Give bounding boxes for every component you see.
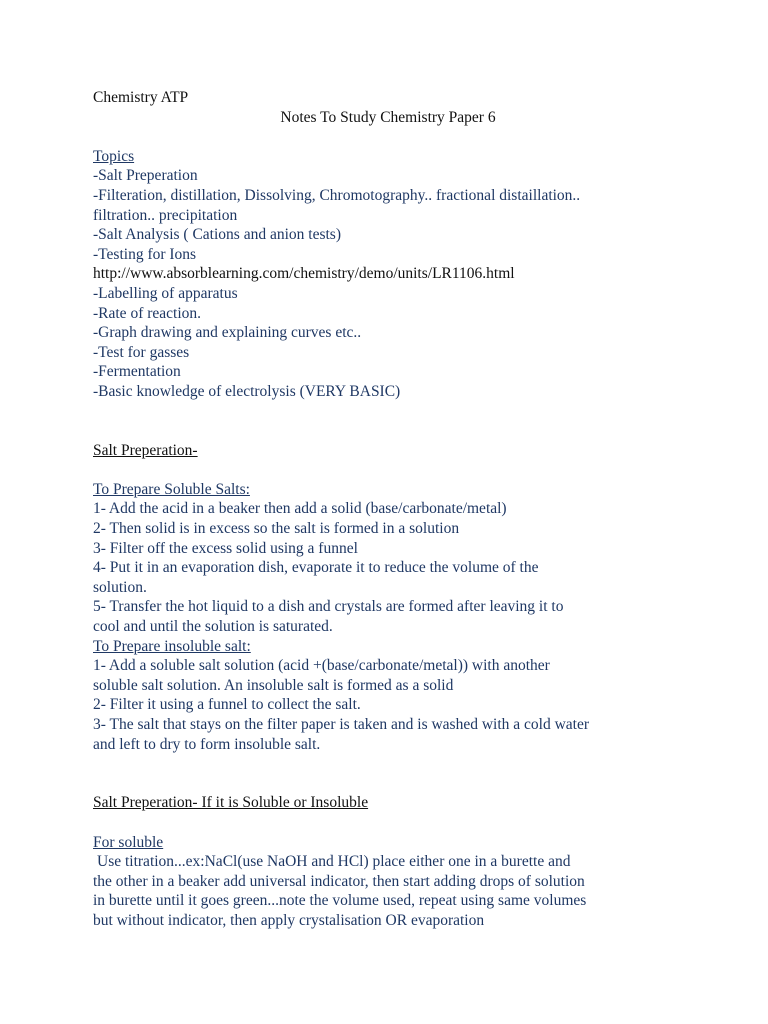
salt-preparation-heading: Salt Preperation-: [93, 441, 198, 459]
topic-line: -Salt Analysis ( Cations and anion tests): [93, 226, 341, 244]
spacer: [93, 774, 683, 794]
for-soluble-heading: For soluble: [93, 833, 164, 851]
step-line: cool and until the solution is saturated.: [93, 618, 333, 636]
step-line: 5- Transfer the hot liquid to a dish and crystals are formed after leaving it to: [93, 598, 564, 616]
step-line: and left to dry to form insoluble salt.: [93, 735, 321, 753]
topic-line: -Testing for Ions: [93, 245, 197, 263]
topic-line: -Labelling of apparatus: [93, 284, 238, 302]
step-line: 4- Put it in an evaporation dish, evaporate it to reduce the volume of the: [93, 559, 539, 577]
step-line: soluble salt solution. An insoluble salt is formed as a solid: [93, 676, 454, 694]
soluble-insoluble-heading: Salt Preperation- If it is Soluble or Insoluble: [93, 794, 369, 812]
topic-line: -Basic knowledge of electrolysis (VERY BASIC): [93, 382, 401, 400]
spacer: [93, 460, 683, 480]
document-title: Notes To Study Chemistry Paper 6: [280, 108, 496, 126]
document-label: Chemistry ATP: [93, 89, 189, 106]
spacer: [93, 402, 683, 422]
insoluble-salt-heading: To Prepare insoluble salt:: [93, 637, 251, 655]
topic-line: -Filteration, distillation, Dissolving, Chromotography.. fractional distaillation..: [93, 186, 581, 204]
topic-line: -Rate of reaction.: [93, 304, 202, 322]
topics-heading: Topics: [93, 147, 135, 165]
topic-line: -Fermentation: [93, 363, 181, 381]
topic-line: filtration.. precipitation: [93, 206, 238, 224]
step-line: 1- Add the acid in a beaker then add a solid (base/carbonate/metal): [93, 500, 507, 518]
spacer: [93, 127, 683, 147]
document-page: [93, 88, 683, 931]
step-line: 2- Then solid is in excess so the salt is formed in a solution: [93, 520, 460, 538]
titration-line: Use titration...ex:NaCl(use NaOH and HCl) place either one in a burette and: [97, 853, 571, 871]
spacer: [93, 421, 683, 441]
step-line: solution.: [93, 578, 147, 596]
step-line: 2- Filter it using a funnel to collect the salt.: [93, 696, 361, 714]
titration-line: but without indicator, then apply crystalisation OR evaporation: [93, 911, 485, 929]
topic-line: -Graph drawing and explaining curves etc..: [93, 324, 362, 342]
topic-line: -Salt Preperation: [93, 167, 198, 185]
spacer: [93, 754, 683, 774]
step-line: 3- The salt that stays on the filter paper is taken and is washed with a cold water: [93, 716, 589, 733]
spacer: [93, 813, 683, 833]
topic-line: -Test for gasses: [93, 343, 190, 361]
soluble-salts-heading: To Prepare Soluble Salts:: [93, 480, 250, 498]
step-line: 3- Filter off the excess solid using a funnel: [93, 539, 358, 557]
titration-line: the other in a beaker add universal indicator, then start adding drops of solution: [93, 872, 585, 890]
reference-link[interactable]: http://www.absorblearning.com/chemistry/demo/units/LR1106.html: [93, 265, 515, 283]
titration-line: in burette until it goes green...note the volume used, repeat using same volumes: [93, 892, 587, 910]
step-line: 1- Add a soluble salt solution (acid +(base/carbonate/metal)) with another: [93, 657, 550, 675]
